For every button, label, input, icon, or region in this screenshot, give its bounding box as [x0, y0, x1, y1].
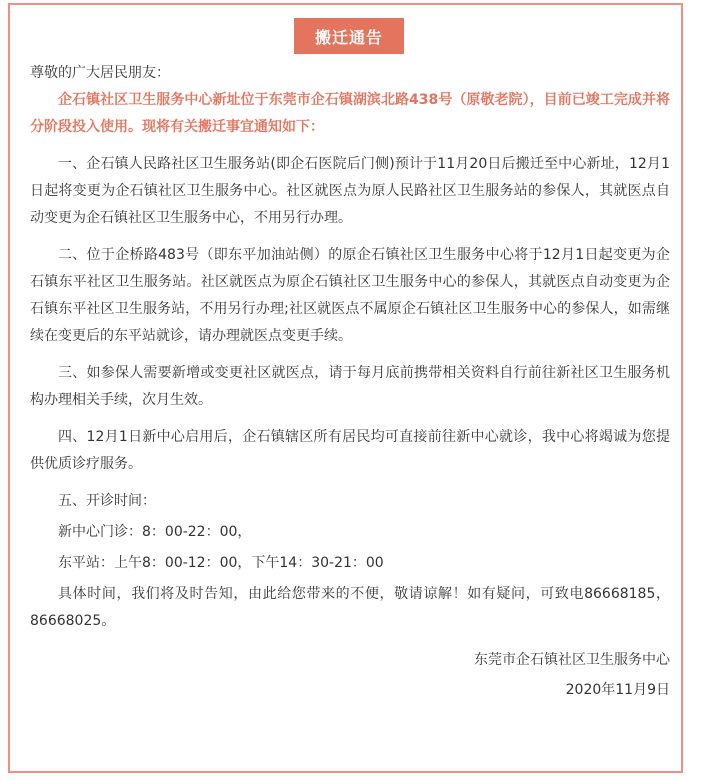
hours-new-center: 新中心门诊：8：00-22：00， — [58, 524, 252, 540]
hours-dongping: 东平站：上午8：00-12：00，下午14：30-21：00 — [58, 555, 384, 571]
item-4: 四、12月1日新中心启用后，企石镇辖区所有居民均可直接前往新中心就诊，我中心将竭诚为您提供优质诊疗服务。 — [30, 429, 670, 472]
signature-org: 东莞市企石镇社区卫生服务中心 — [474, 652, 670, 668]
greeting: 尊敬的广大居民朋友： — [30, 65, 170, 81]
item-5-title: 五、开诊时间： — [58, 493, 156, 509]
notice-body — [30, 60, 670, 705]
intro-paragraph: 企石镇社区卫生服务中心新址位于东莞市企石镇湖滨北路438号（原敬老院），目前已竣工完成并将分阶段投入使用。现将有关搬迁事宜通知如下： — [30, 92, 670, 135]
closing-paragraph: 具体时间，我们将及时告知，由此给您带来的不便，敬请谅解！如有疑问，可致电86668185，86668025。 — [30, 586, 670, 629]
signature-date: 2020年11月9日 — [565, 682, 670, 698]
item-1: 一、企石镇人民路社区卫生服务站(即企石医院后门侧)预计于11月20日后搬迁至中心新址，12月1日起将变更为企石镇社区卫生服务中心。社区就医点为原人民路社区卫生服务站的参保人，其就医点自动变更为企石镇社区卫生服务中心，不用另行办理。 — [30, 156, 670, 226]
item-3: 三、如参保人需要新增或变更社区就医点，请于每月底前携带相关资料自行前往新社区卫生服务机构办理相关手续，次月生效。 — [30, 365, 670, 408]
signature — [30, 645, 670, 705]
item-2: 二、位于企桥路483号（即东平加油站侧）的原企石镇社区卫生服务中心将于12月1日起变更为企石镇东平社区卫生服务站。社区就医点为原企石镇社区卫生服务中心的参保人，其就医点自动变更为企石镇东平社区卫生服务站，不用另行办理;社区就医点不属原企石镇社区卫生服务中心的参保人，如需继续在变更后的东平站就诊，请办理就医点变更手续。 — [30, 247, 670, 344]
title-badge — [294, 18, 404, 54]
page-title: 搬迁通告 — [314, 27, 383, 47]
